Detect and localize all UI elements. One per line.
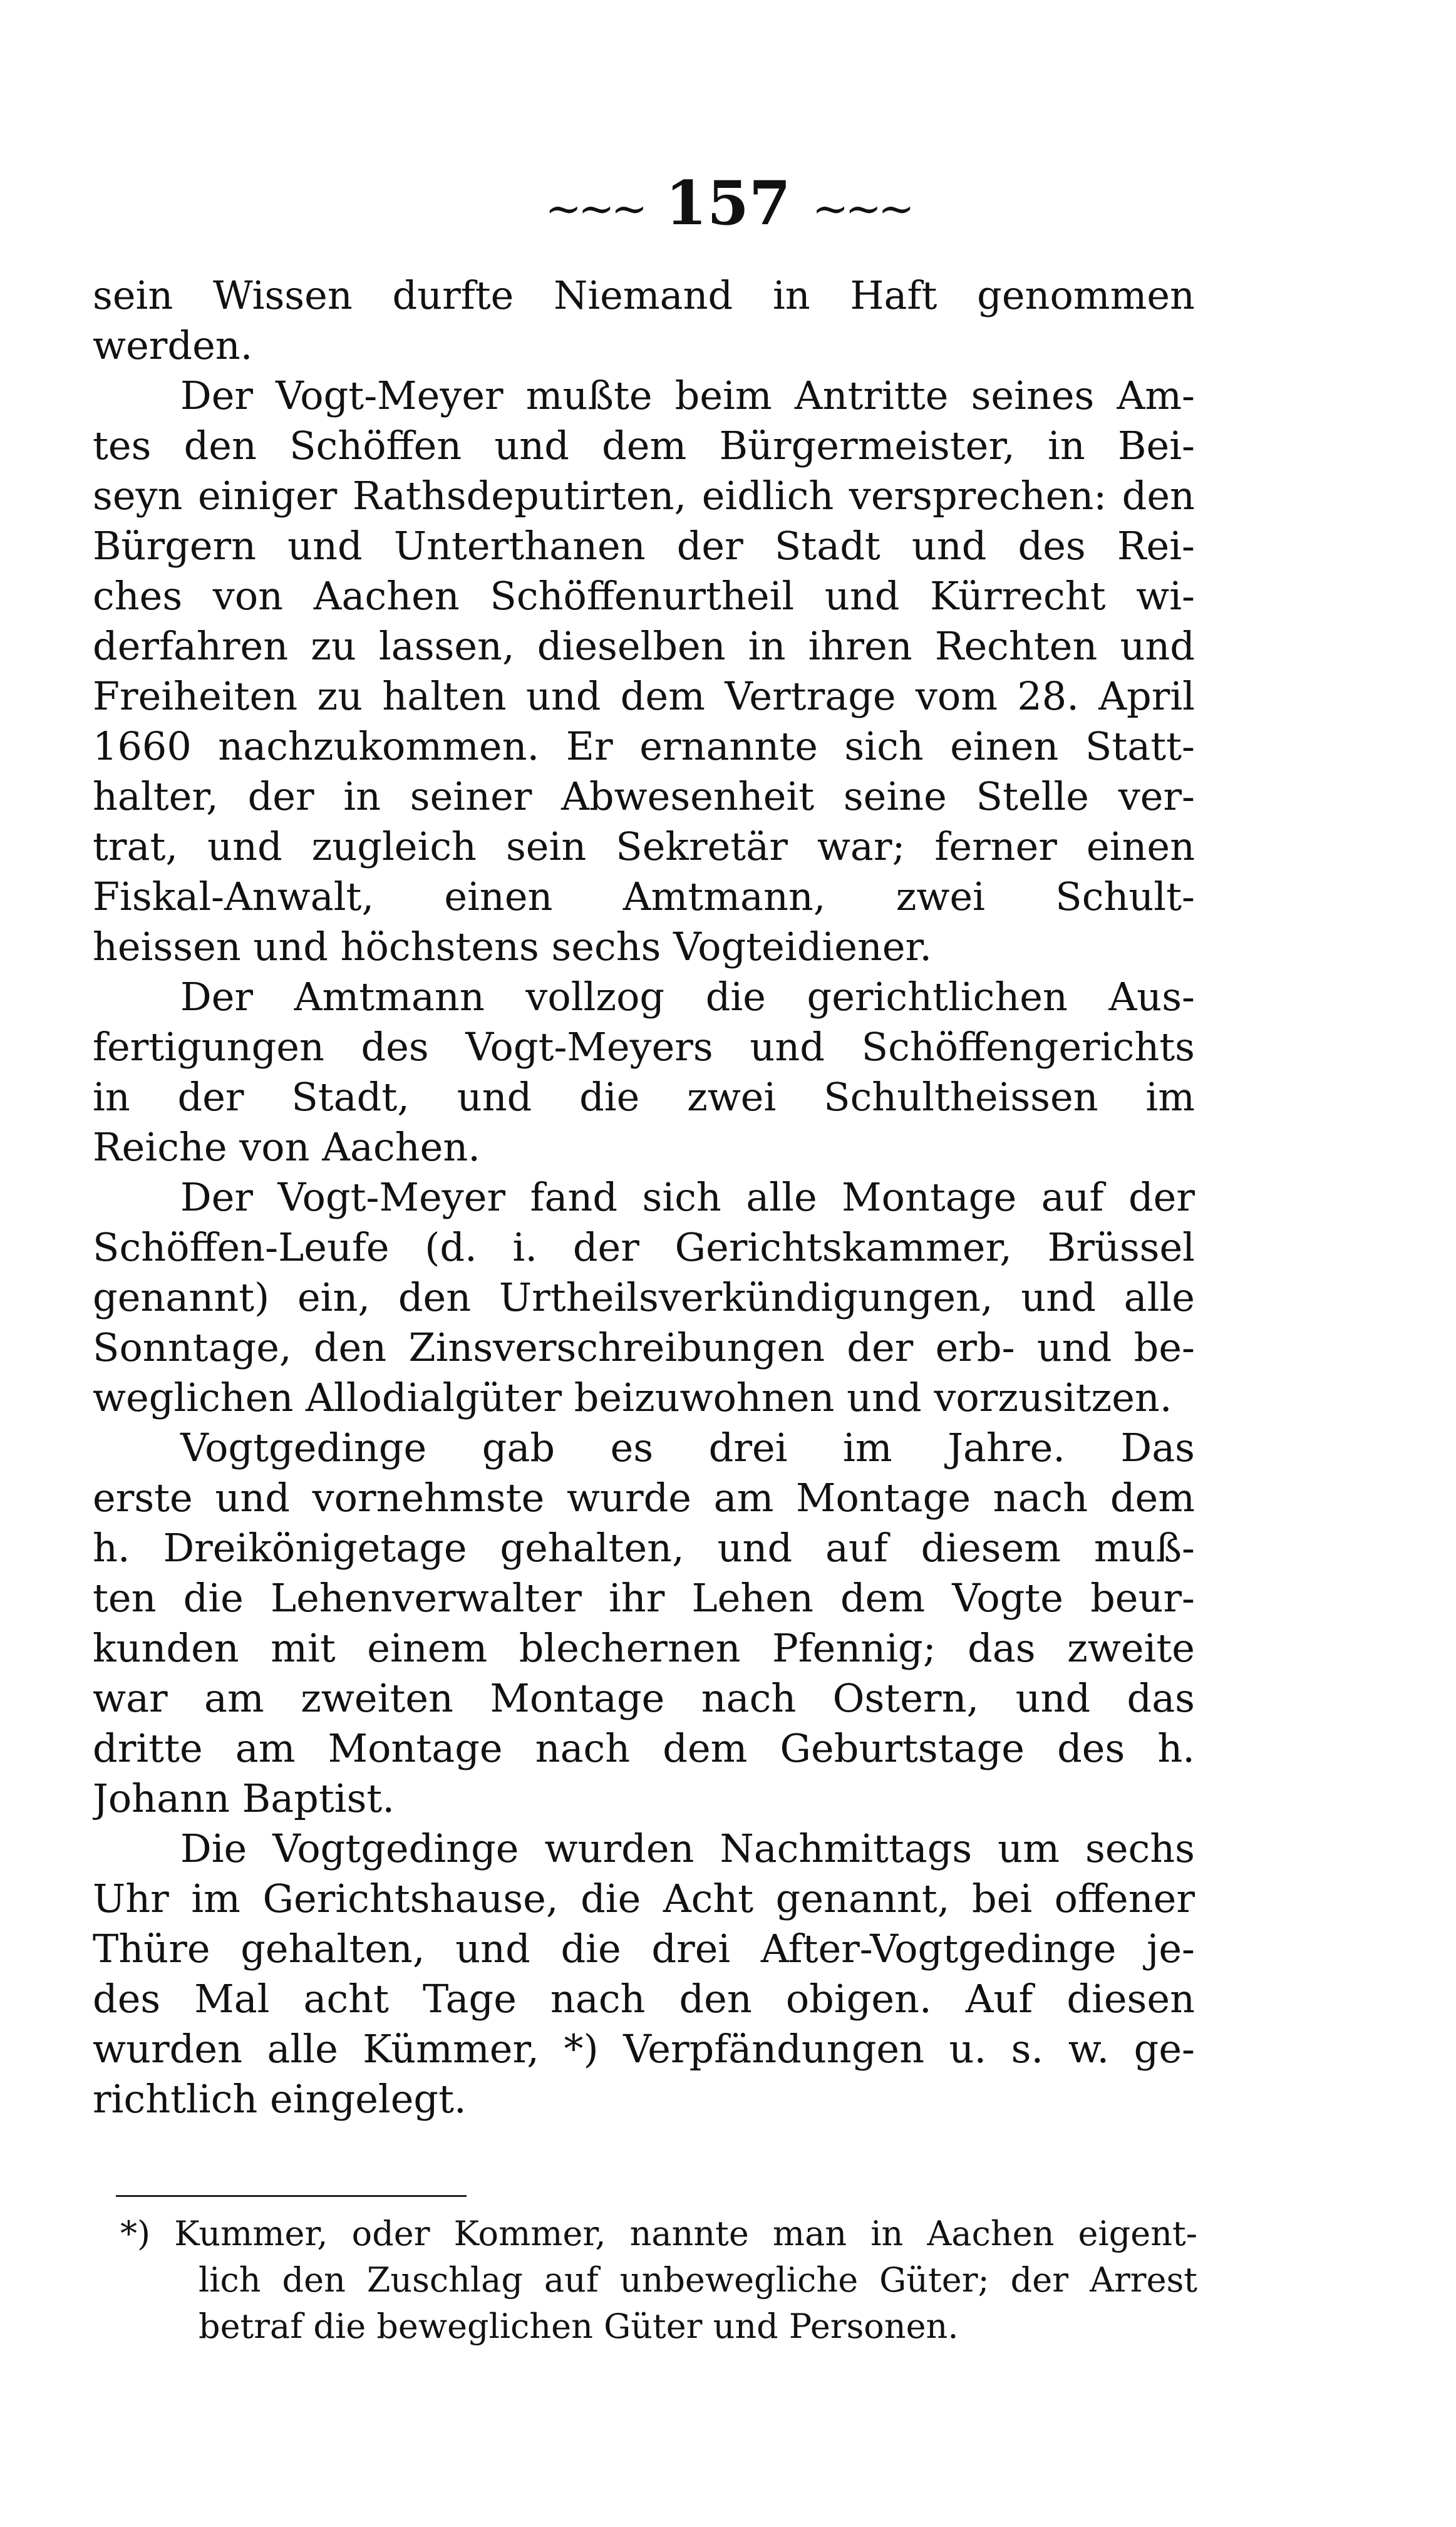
text-line: halter, der in seiner Abwesenheit seine Stelle ver- <box>93 773 1195 819</box>
text-line: kunden mit einem blechernen Pfennig; das zweite <box>93 1625 1195 1671</box>
text-line: Bürgern und Unterthanen der Stadt und des Rei- <box>93 523 1195 569</box>
text-line: fertigungen des Vogt-Meyers und Schöffengerichts <box>93 1024 1195 1070</box>
text-line: h. Dreikönigetage gehalten, und auf diesem muß- <box>93 1525 1195 1571</box>
text-line: Thüre gehalten, und die drei After-Vogtgedinge je- <box>93 1926 1195 1971</box>
text-line: tes den Schöffen und dem Bürgermeister, in Bei- <box>93 423 1195 468</box>
page-header <box>0 166 1456 246</box>
text-line: derfahren zu lassen, dieselben in ihren Rechten und <box>93 623 1195 669</box>
left-ornament: ~~~ <box>545 183 644 234</box>
paragraph-start-line: Der Amtmann vollzog die gerichtlichen Aus- <box>180 974 1195 1020</box>
text-line: sein Wissen durfte Niemand in Haft genommen <box>93 272 1195 318</box>
text-line: Fiskal-Anwalt, einen Amtmann, zwei Schult- <box>93 874 1195 919</box>
text-line: in der Stadt, und die zwei Schultheissen im <box>93 1074 1195 1120</box>
text-line: Uhr im Gerichtshause, die Acht genannt, bei offener <box>93 1876 1195 1921</box>
text-line: des Mal acht Tage nach den obigen. Auf diesen <box>93 1976 1195 2022</box>
paragraph-start-line: Der Vogt-Meyer mußte beim Antritte seines Am- <box>180 373 1195 418</box>
text-line: Reiche von Aachen. <box>93 1124 480 1170</box>
footnote-line: lich den Zuschlag auf unbewegliche Güter; der Arrest <box>199 2260 1197 2300</box>
text-line: 1660 nachzukommen. Er ernannte sich einen Statt- <box>93 723 1195 769</box>
page-number: 157 <box>665 168 791 239</box>
footnote-line: *) Kummer, oder Kommer, nannte man in Aachen eigent- <box>120 2214 1197 2253</box>
text-line: trat, und zugleich sein Sekretär war; ferner einen <box>93 824 1195 869</box>
text-line: Johann Baptist. <box>93 1775 395 1821</box>
footnote <box>120 2211 1197 2350</box>
text-line: heissen und höchstens sechs Vogteidiener. <box>93 924 932 969</box>
text-line: seyn einiger Rathsdeputirten, eidlich versprechen: den <box>93 473 1195 519</box>
text-line: war am zweiten Montage nach Ostern, und das <box>93 1675 1195 1721</box>
text-line: ches von Aachen Schöffenurtheil und Kürrecht wi- <box>93 573 1195 619</box>
paragraph-start-line: Die Vogtgedinge wurden Nachmittags um sechs <box>180 1826 1195 1871</box>
text-line: erste und vornehmste wurde am Montage nach dem <box>93 1475 1195 1521</box>
text-line: richtlich eingelegt. <box>93 2076 467 2122</box>
text-line: weglichen Allodialgüter beizuwohnen und vorzusitzen. <box>93 1375 1172 1420</box>
right-ornament: ~~~ <box>812 183 911 234</box>
text-line: werden. <box>93 323 253 368</box>
text-line: dritte am Montage nach dem Geburtstage des h. <box>93 1725 1195 1771</box>
text-line: Sonntage, den Zinsverschreibungen der erb- und be- <box>93 1325 1195 1370</box>
paragraph-start-line: Vogtgedinge gab es drei im Jahre. Das <box>180 1425 1195 1470</box>
text-line: Schöffen-Leufe (d. i. der Gerichtskammer, Brüssel <box>93 1224 1195 1270</box>
text-line: genannt) ein, den Urtheilsverkündigungen, und alle <box>93 1274 1195 1320</box>
paragraph-start-line: Der Vogt-Meyer fand sich alle Montage auf der <box>180 1174 1195 1220</box>
footnote-line: betraf die beweglichen Güter und Personen. <box>199 2307 959 2346</box>
text-line: wurden alle Kümmer, *) Verpfändungen u. s. w. ge- <box>93 2026 1195 2072</box>
body-text <box>93 271 1195 2124</box>
text-line: Freiheiten zu halten und dem Vertrage vom 28. April <box>93 673 1195 719</box>
footnote-rule <box>116 2195 467 2197</box>
text-line: ten die Lehenverwalter ihr Lehen dem Vogte beur- <box>93 1575 1195 1621</box>
